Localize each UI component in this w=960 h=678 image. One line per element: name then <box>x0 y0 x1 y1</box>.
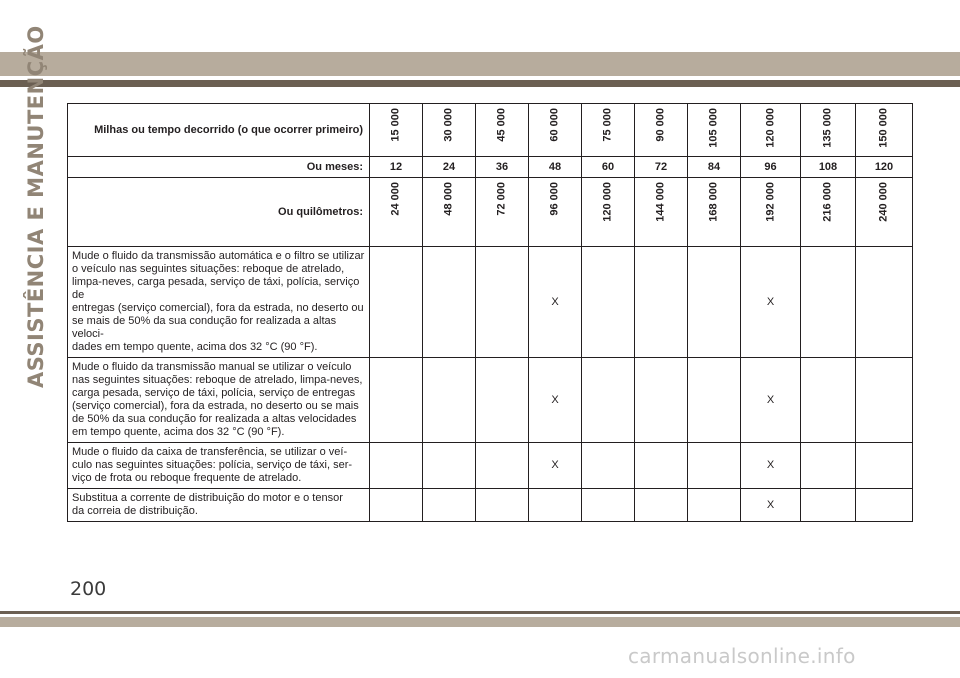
km-value: 48 000 <box>442 182 455 216</box>
km-value: 96 000 <box>548 182 561 216</box>
maintenance-schedule-table <box>67 103 913 522</box>
row-description <box>68 358 370 443</box>
description-line: da correia de distribuição. <box>72 505 198 517</box>
page-number: 200 <box>70 578 107 600</box>
service-mark: X <box>741 443 801 489</box>
service-mark <box>635 489 688 522</box>
description-line: em tempo quente, acima dos 32 °C (90 °F). <box>72 426 285 438</box>
months-value: 12 <box>370 157 423 178</box>
km-header-row <box>68 178 913 247</box>
table-row <box>68 247 913 358</box>
service-mark <box>688 358 741 443</box>
service-mark <box>423 443 476 489</box>
service-mark <box>582 489 635 522</box>
description-line: (serviço comercial), fora da estrada, no deserto ou se mais <box>72 400 359 412</box>
section-title: ASSISTÊNCIA E MANUTENÇÃO <box>24 25 48 388</box>
service-mark <box>423 358 476 443</box>
months-value: 108 <box>801 157 856 178</box>
description-line: Mude o fluido da transmissão manual se utilizar o veículo <box>72 361 352 373</box>
service-mark: X <box>529 443 582 489</box>
service-mark <box>856 489 913 522</box>
table-row <box>68 489 913 522</box>
months-value: 84 <box>688 157 741 178</box>
description-line: se mais de 50% da sua condução for realizada a altas veloci- <box>72 315 337 340</box>
service-mark <box>370 358 423 443</box>
service-mark <box>801 489 856 522</box>
description-line: o veículo nas seguintes situações: reboque de atrelado, <box>72 263 345 275</box>
km-value: 24 000 <box>389 182 402 216</box>
service-mark: X <box>529 247 582 358</box>
miles-value: 45 000 <box>495 108 508 142</box>
description-line: carga pesada, serviço de táxi, polícia, serviço de entregas <box>72 387 356 399</box>
km-value: 192 000 <box>764 182 776 222</box>
months-value: 96 <box>741 157 801 178</box>
service-mark <box>688 489 741 522</box>
description-line: Mude o fluido da transmissão automática e o filtro se utilizar <box>72 250 365 262</box>
description-line: dades em tempo quente, acima dos 32 °C (90 °F). <box>72 341 318 353</box>
miles-label: Milhas ou tempo decorrido (o que ocorrer primeiro) <box>68 104 370 157</box>
service-mark <box>582 443 635 489</box>
km-value: 120 000 <box>601 182 614 222</box>
description-line: entregas (serviço comercial), fora da estrada, no deserto ou <box>72 302 364 314</box>
miles-header-row <box>68 104 913 157</box>
service-mark <box>370 247 423 358</box>
miles-value: 90 000 <box>654 108 667 142</box>
service-mark <box>635 247 688 358</box>
description-line: limpa-neves, carga pesada, serviço de táxi, polícia, serviço de <box>72 276 360 301</box>
miles-value: 105 000 <box>707 108 720 148</box>
km-label: Ou quilômetros: <box>68 178 370 247</box>
km-value: 144 000 <box>654 182 667 222</box>
miles-value: 135 000 <box>821 108 834 148</box>
service-mark <box>856 358 913 443</box>
miles-value: 30 000 <box>442 108 455 142</box>
service-mark <box>370 443 423 489</box>
service-mark <box>688 443 741 489</box>
row-description <box>68 247 370 358</box>
months-value: 24 <box>423 157 476 178</box>
description-line: viço de frota ou reboque frequente de atrelado. <box>72 472 302 484</box>
header-rule <box>0 80 960 87</box>
km-value: 240 000 <box>877 182 890 222</box>
service-mark <box>635 358 688 443</box>
months-value: 60 <box>582 157 635 178</box>
header-band <box>0 52 960 76</box>
service-mark: X <box>741 489 801 522</box>
months-label: Ou meses: <box>68 157 370 178</box>
km-value: 216 000 <box>821 182 834 222</box>
service-mark <box>476 358 529 443</box>
service-mark <box>688 247 741 358</box>
row-description <box>68 443 370 489</box>
service-mark <box>856 443 913 489</box>
km-value: 72 000 <box>495 182 508 216</box>
table-row <box>68 358 913 443</box>
months-value: 120 <box>856 157 913 178</box>
service-mark: X <box>741 247 801 358</box>
footer-band <box>0 617 960 627</box>
description-line: culo nas seguintes situações: polícia, serviço de táxi, ser- <box>72 459 353 471</box>
service-mark <box>476 247 529 358</box>
miles-value: 15 000 <box>389 108 402 142</box>
description-line: nas seguintes situações: reboque de atrelado, limpa-neves, <box>72 374 363 386</box>
table-row <box>68 443 913 489</box>
miles-value: 75 000 <box>601 108 614 142</box>
service-mark: X <box>529 358 582 443</box>
service-mark <box>423 247 476 358</box>
service-mark <box>856 247 913 358</box>
service-mark <box>582 247 635 358</box>
footer-rule <box>0 611 960 614</box>
description-line: Mude o fluido da caixa de transferência, se utilizar o veí- <box>72 446 348 458</box>
months-value: 36 <box>476 157 529 178</box>
service-mark <box>801 443 856 489</box>
service-mark <box>529 489 582 522</box>
service-mark <box>370 489 423 522</box>
service-mark <box>801 358 856 443</box>
miles-value: 120 000 <box>764 108 776 148</box>
description-line: de 50% da sua condução for realizada a altas velocidades <box>72 413 357 425</box>
months-header-row <box>68 157 913 178</box>
watermark: carmanualsonline.info <box>628 644 856 668</box>
service-mark <box>423 489 476 522</box>
description-line: Substitua a corrente de distribuição do motor e o tensor <box>72 492 343 504</box>
service-mark <box>635 443 688 489</box>
miles-value: 150 000 <box>877 108 890 148</box>
service-mark <box>476 443 529 489</box>
km-value: 168 000 <box>707 182 720 222</box>
service-mark: X <box>741 358 801 443</box>
months-value: 48 <box>529 157 582 178</box>
service-mark <box>582 358 635 443</box>
service-mark <box>476 489 529 522</box>
months-value: 72 <box>635 157 688 178</box>
row-description <box>68 489 370 522</box>
miles-value: 60 000 <box>548 108 561 142</box>
service-mark <box>801 247 856 358</box>
